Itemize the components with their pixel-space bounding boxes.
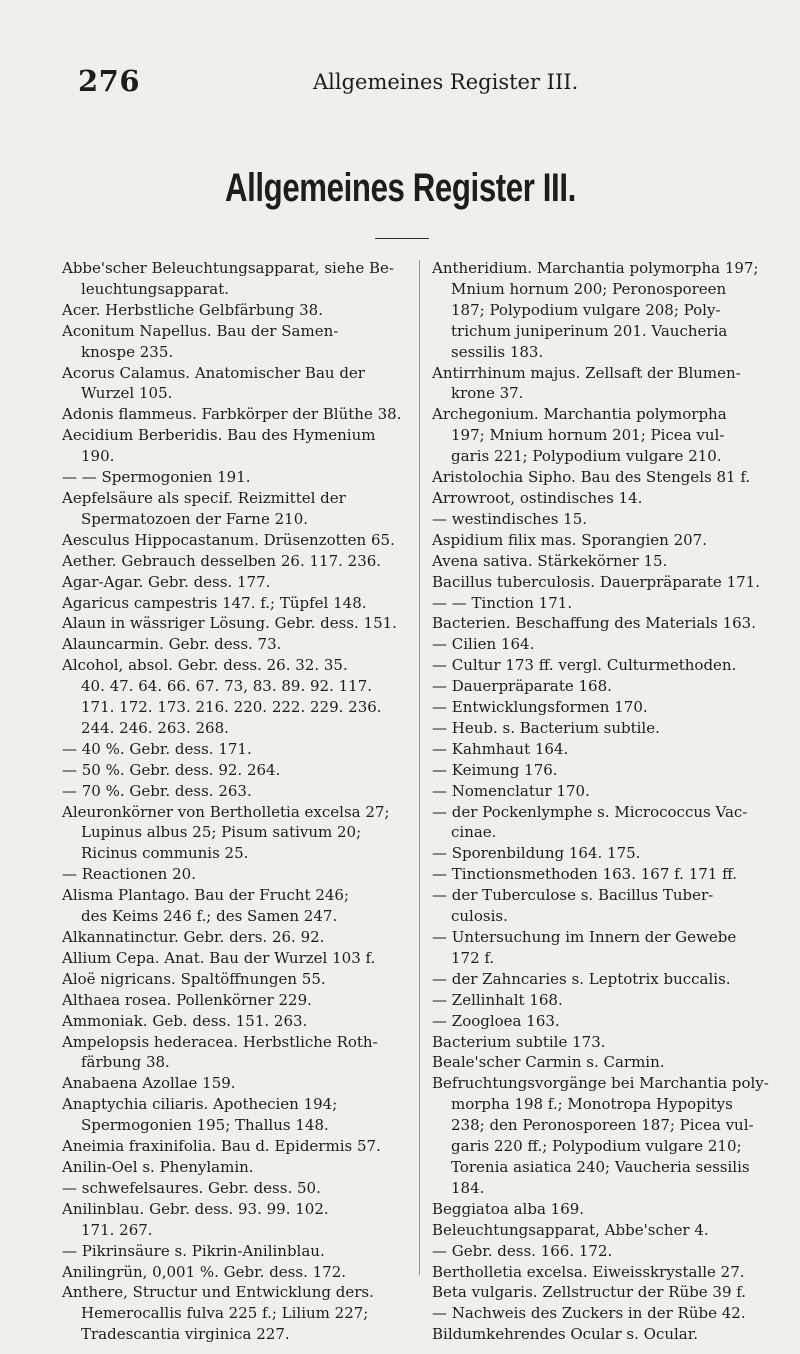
index-entry: — Nomenclatur 170. (432, 781, 590, 800)
index-entry: Bacillus tuberculosis. Dauerpräparate 171. (432, 572, 760, 591)
index-entry: Abbe'scher Beleuchtungsapparat, siehe Be- leuchtungsapparat. (62, 259, 394, 298)
index-entry: Ammoniak. Geb. dess. 151. 263. (62, 1011, 308, 1030)
index-entry: Avena sativa. Stärkekörner 15. (432, 551, 668, 570)
index-entry: Bacterien. Beschaffung des Materials 163. (432, 614, 756, 633)
index-entry: — 40 %. Gebr. dess. 171. (62, 739, 252, 758)
index-entry: Acorus Calamus. Anatomischer Bau der Wurzel 105. (62, 363, 365, 403)
index-entry: — Heub. s. Bacterium subtile. (432, 718, 660, 737)
index-entry: Beleuchtungsapparat, Abbe'scher 4. (432, 1220, 709, 1239)
index-entry: Bacterium subtile 173. (432, 1032, 606, 1051)
running-title: Allgemeines Register III. (313, 70, 579, 94)
index-entry: Althaea rosea. Pollenkörner 229. (62, 990, 312, 1009)
left-column (62, 258, 416, 1345)
index-entry: Aether. Gebrauch desselben 26. 117. 236. (62, 551, 382, 570)
index-entry: — Dauerpräparate 168. (432, 677, 612, 696)
index-entry: Archegonium. Marchantia polymorpha 197; Mnium hornum 201; Picea vul- garis 221; Polypodium vulgare 210. (432, 405, 727, 466)
index-entry: Adonis flammeus. Farbkörper der Blüthe 38. (62, 405, 402, 424)
index-entry: Anaptychia ciliaris. Apothecien 194; Spermogonien 195; Thallus 148. (62, 1095, 338, 1135)
index-entry: — Untersuchung im Innern der Gewebe 172 f. (432, 928, 737, 967)
index-entry: Beta vulgaris. Zellstructur der Rübe 39 f. (432, 1283, 747, 1302)
index-entry: — Keimung 176. (432, 760, 558, 779)
index-entry: — Cultur 173 ff. vergl. Culturmethoden. (432, 656, 737, 675)
index-entry: Aneimia fraxinifolia. Bau d. Epidermis 57. (62, 1137, 381, 1156)
index-entry: Anilinblau. Gebr. dess. 93. 99. 102. 171. 267. (62, 1199, 329, 1239)
index-entry: — — Tinction 171. (432, 593, 573, 612)
title-rule (375, 238, 429, 239)
index-entry: Anabaena Azollae 159. (62, 1074, 236, 1093)
index-entry: Bertholletia excelsa. Eiweisskrystalle 27. (432, 1262, 745, 1281)
index-entry: Aepfelsäure als specif. Reizmittel der Spermatozoen der Farne 210. (62, 488, 346, 528)
index-entry: — Reactionen 20. (62, 865, 196, 884)
index-entry: Alisma Plantago. Bau der Frucht 246; des Keims 246 f.; des Samen 247. (62, 886, 350, 926)
index-entry: — westindisches 15. (432, 509, 588, 528)
index-entry: — Zoogloea 163. (432, 1011, 560, 1030)
right-column (432, 258, 782, 1345)
index-entry: Aloë nigricans. Spaltöffnungen 55. (62, 969, 326, 988)
index-entry: — Gebr. dess. 166. 172. (432, 1241, 613, 1260)
index-entry: Antheridium. Marchantia polymorpha 197; Mnium hornum 200; Peronosporeen 187; Polypodium vulgare 208; Poly- trichum juniperinum 201. Vaucheria sessilis 183. (432, 259, 759, 361)
index-entry: Aleuronkörner von Bertholletia excelsa 27; Lupinus albus 25; Pisum sativum 20; Ricinus communis 25. (62, 802, 390, 863)
index-entry: — Zellinhalt 168. (432, 990, 563, 1009)
running-head (50, 64, 760, 104)
index-entry: Agar-Agar. Gebr. dess. 177. (62, 572, 271, 591)
index-entry: — Nachweis des Zuckers in der Rübe 42. (432, 1304, 746, 1323)
index-entry: Alauncarmin. Gebr. dess. 73. (62, 635, 282, 654)
index-entry: Antirrhinum majus. Zellsaft der Blumen- krone 37. (432, 363, 741, 403)
index-entry: Befruchtungsvorgänge bei Marchantia poly- morpha 198 f.; Monotropa Hypopitys 238; den Peronosporeen 187; Picea vul- garis 220 ff.; Polypodium vulgare 210; Torenia asiatica 240; Vaucheria sessilis 184. (432, 1074, 769, 1197)
index-entry: — Pikrinsäure s. Pikrin-Anilinblau. (62, 1241, 325, 1260)
index-entry: — Cilien 164. (432, 635, 535, 654)
page-title: Allgemeines Register III. (224, 166, 576, 210)
index-entry: Bildumkehrendes Ocular s. Ocular. (432, 1325, 699, 1344)
index-entry: Allium Cepa. Anat. Bau der Wurzel 103 f. (62, 948, 376, 967)
index-entry: — der Tuberculose s. Bacillus Tuber- culosis. (432, 886, 714, 926)
index-entry: Aristolochia Sipho. Bau des Stengels 81 f. (432, 468, 751, 487)
index-entry: — 70 %. Gebr. dess. 263. (62, 781, 252, 800)
index-entry: Anthere, Structur und Entwicklung ders. Hemerocallis fulva 225 f.; Lilium 227; Tradescantia virginica 227. (62, 1283, 374, 1344)
index-entry: Aconitum Napellus. Bau der Samen- knospe 235. (62, 321, 339, 361)
index-entry: Alcohol, absol. Gebr. dess. 26. 32. 35. 40. 47. 64. 66. 67. 73, 83. 89. 92. 117. 171. 172. 173. 216. 220. 222. 229. 236. 244. 246. 263. 268. (62, 656, 382, 737)
index-entry: — Tinctionsmethoden 163. 167 f. 171 ff. (432, 865, 737, 884)
page-number: 276 (78, 64, 141, 98)
index-entry: Aecidium Berberidis. Bau des Hymenium 190. (62, 426, 376, 466)
index-entry: Beale'scher Carmin s. Carmin. (432, 1053, 665, 1072)
index-entry: Anilin-Oel s. Phenylamin. (62, 1157, 254, 1176)
index-entry: Alaun in wässriger Lösung. Gebr. dess. 151. (62, 614, 397, 633)
index-entry: — 50 %. Gebr. dess. 92. 264. (62, 760, 281, 779)
index-entry: — der Zahncaries s. Leptotrix buccalis. (432, 969, 731, 988)
index-entry: — Kahmhaut 164. (432, 739, 569, 758)
index-entry: — Entwicklungsformen 170. (432, 698, 648, 717)
column-divider (419, 260, 420, 1275)
index-entry: Acer. Herbstliche Gelbfärbung 38. (62, 300, 323, 319)
index-entry: Aspidium filix mas. Sporangien 207. (432, 530, 707, 549)
index-entry: Anilingrün, 0,001 %. Gebr. dess. 172. (62, 1262, 347, 1281)
index-entry: — schwefelsaures. Gebr. dess. 50. (62, 1178, 321, 1197)
index-entry: Arrowroot, ostindisches 14. (432, 488, 643, 507)
index-entry: — Sporenbildung 164. 175. (432, 844, 641, 863)
index-entry: Alkannatinctur. Gebr. ders. 26. 92. (62, 928, 325, 946)
index-entry: Beggiatoa alba 169. (432, 1199, 585, 1218)
index-entry: Aesculus Hippocastanum. Drüsenzotten 65. (62, 530, 395, 549)
index-entry: — — Spermogonien 191. (62, 468, 251, 487)
index-entry: Ampelopsis hederacea. Herbstliche Roth- färbung 38. (62, 1032, 378, 1072)
index-entry: — der Pockenlymphe s. Micrococcus Vac- cinae. (432, 802, 748, 842)
index-entry: Agaricus campestris 147. f.; Tüpfel 148. (62, 593, 367, 612)
